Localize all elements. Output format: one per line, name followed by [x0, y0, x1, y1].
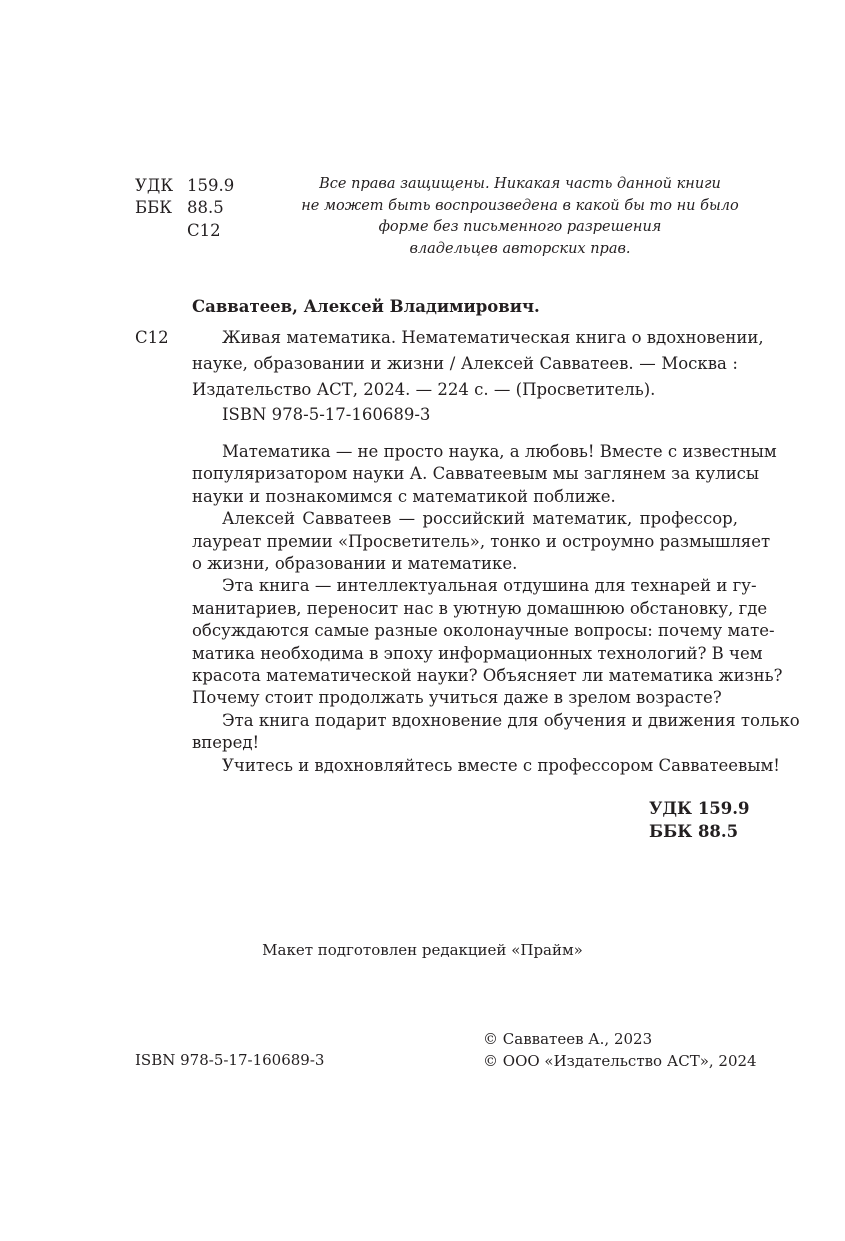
description-line: науке, образовании и жизни / Алексей Савватеев. — Москва : [192, 354, 738, 373]
annotation-paragraph: Учитесь и вдохновляйтесь вместе с профессором Савватеевым! [222, 755, 780, 775]
annotation-paragraph: Эта книга подарит вдохновение для обучения и движения только вперед! [192, 710, 800, 753]
bbk-row [135, 197, 234, 220]
author-heading: Савватеев, Алексей Владимирович. [192, 297, 540, 316]
bbk-value: 88.5 [187, 198, 224, 218]
classification-codes [135, 174, 234, 242]
rights-line: владельцев авторских прав. [409, 240, 631, 257]
annotation [192, 441, 800, 777]
description-line: Издательство АСТ, 2024. — 224 с. — (Просветитель). [192, 380, 656, 399]
udk-label: УДК [135, 175, 174, 195]
rights-notice [290, 174, 750, 260]
layout-credit: Макет подготовлен редакцией «Прайм» [262, 941, 583, 959]
author-mark-row [135, 219, 234, 242]
bbk-label: ББК [135, 198, 173, 218]
record-author-mark: С12 [135, 328, 169, 347]
record-isbn: ISBN 978-5-17-160689-3 [222, 405, 431, 424]
copyright-block [483, 1029, 757, 1072]
closing-codes [649, 797, 749, 843]
udk-value: 159.9 [187, 175, 235, 195]
annotation-paragraph: Математика — не просто наука, а любовь! Вместе с известным популяризатором науки А. Савватеевым мы заглянем за кулисы науки и познакомимся с математикой поближе. [192, 442, 777, 506]
footer-isbn: ISBN 978-5-17-160689-3 [135, 1051, 325, 1069]
udk-row [135, 174, 234, 197]
bibliographic-description [192, 325, 764, 403]
copyright-line: © Савватеев А., 2023 [483, 1030, 653, 1048]
closing-bbk: ББК 88.5 [649, 822, 739, 841]
rights-line: форме без письменного разрешения [378, 219, 662, 235]
description-line: Живая математика. Нематематическая книга о вдохновении, [222, 328, 764, 347]
rights-line: не может быть воспроизведена в какой бы то ни было [301, 197, 739, 214]
annotation-paragraph: Алексей Савватеев — российский математик, профессор, лауреат премии «Просветитель», тонко и остроумно размышляет о жизни, образовании и математике. [192, 509, 771, 574]
closing-udk: УДК 159.9 [649, 799, 750, 818]
copyright-line: © ООО «Издательство АСТ», 2024 [483, 1051, 757, 1070]
annotation-paragraph: Эта книга — интеллектуальная отдушина для технарей и гу- манитариев, переносит нас в уютную домашнюю обстановку, где обсуждаются самые разные околонаучные вопросы: почему мате- матика необходима в эпоху информационных технологий? В чем красота математической науки? Объясняет ли математика жизнь? Почему стоит продолжать учиться даже в зрелом возрасте? [192, 576, 783, 708]
rights-line: Все права защищены. Никакая часть данной книги [319, 176, 721, 192]
author-mark: С12 [187, 220, 221, 240]
